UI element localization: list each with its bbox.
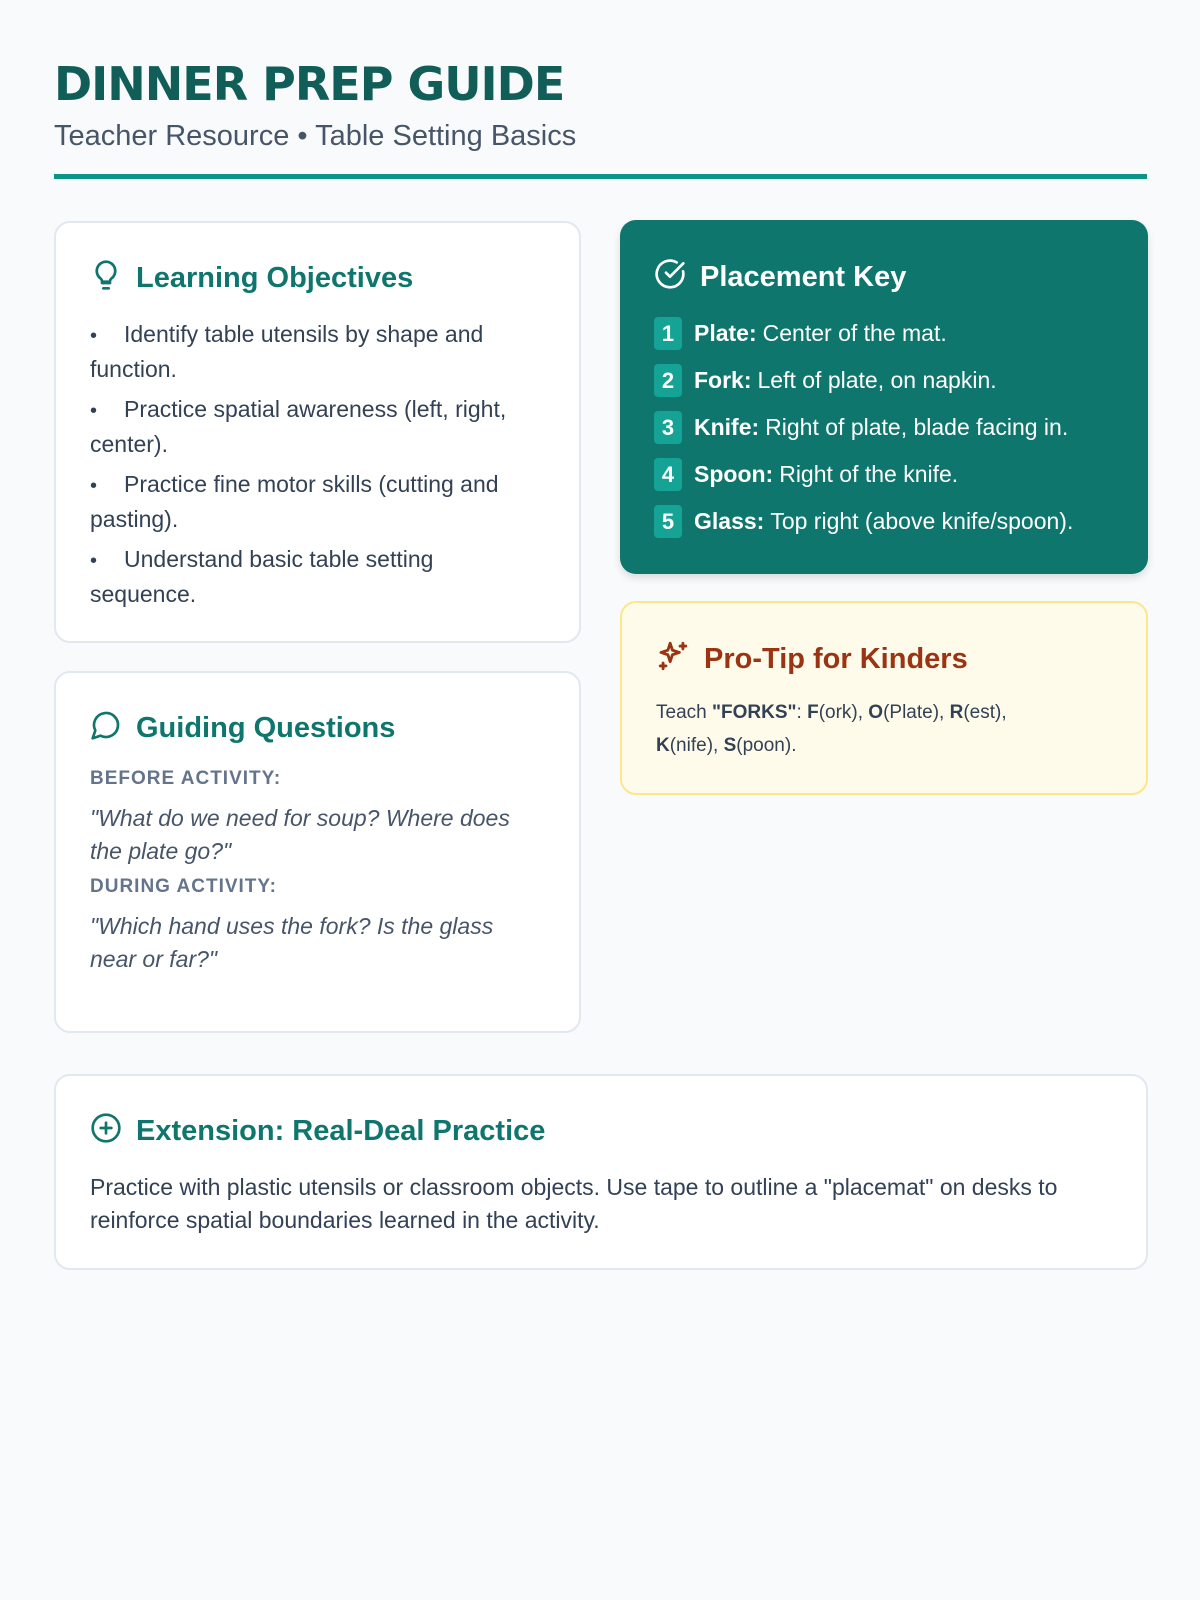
placement-step-fork (654, 364, 1114, 397)
list-item: • Practice spatial awareness (left, right, center). (90, 396, 507, 457)
step-label: Fork: (694, 367, 752, 393)
placement-step-spoon (654, 458, 1114, 491)
step-number-badge: 2 (654, 364, 682, 397)
placement-key-title: Placement Key (700, 260, 907, 293)
page-subtitle: Teacher Resource • Table Setting Basics (54, 120, 577, 152)
guiding-questions-header (90, 709, 545, 746)
chat-bubble-icon (90, 709, 122, 746)
placement-key-card (620, 220, 1148, 574)
plus-circle-icon (90, 1112, 122, 1149)
extension-header (90, 1112, 1112, 1149)
extension-title: Extension: Real-Deal Practice (136, 1114, 546, 1147)
step-label: Knife: (694, 414, 760, 440)
check-circle-icon (654, 258, 686, 295)
during-activity-question: "Which hand uses the fork? Is the glass near or far?" (90, 913, 494, 972)
step-label: Spoon: (694, 461, 774, 487)
list-item: • Identify table utensils by shape and function. (90, 321, 484, 382)
step-number-badge: 5 (654, 505, 682, 538)
header-divider (54, 174, 1147, 179)
learning-objectives-card (54, 221, 581, 643)
guiding-questions-card (54, 671, 581, 1033)
before-activity-label: BEFORE ACTIVITY: (90, 768, 282, 789)
bullet-icon: • (90, 400, 98, 422)
step-text: Right of the knife. (779, 461, 959, 487)
step-text: Top right (above knife/spoon). (770, 508, 1074, 534)
step-number-badge: 3 (654, 411, 682, 444)
objectives-list (90, 318, 545, 611)
bullet-icon: • (90, 550, 98, 572)
page-header (54, 56, 1147, 154)
page-title: DINNER PREP GUIDE (54, 57, 565, 111)
sparkles-icon (656, 639, 690, 678)
during-activity-label: DURING ACTIVITY: (90, 876, 277, 897)
step-text: Center of the mat. (762, 320, 947, 346)
step-text: Right of plate, blade facing in. (765, 414, 1069, 440)
placement-step-knife (654, 411, 1114, 444)
placement-steps-list (654, 317, 1114, 538)
step-label: Plate: (694, 320, 757, 346)
placement-step-glass (654, 505, 1114, 538)
pro-tip-header (656, 639, 1112, 678)
pro-tip-title: Pro-Tip for Kinders (704, 642, 968, 675)
bullet-icon: • (90, 475, 98, 497)
pro-tip-card (620, 601, 1148, 795)
list-item: • Understand basic table setting sequence. (90, 546, 434, 607)
extension-text: Practice with plastic utensils or classroom objects. Use tape to outline a "placemat" on desks to reinforce spatial boundaries learned in the activity. (90, 1174, 1058, 1233)
step-label: Glass: (694, 508, 765, 534)
bullet-icon: • (90, 325, 98, 347)
mnemonic-word: "FORKS" (711, 702, 797, 723)
step-number-badge: 4 (654, 458, 682, 491)
placement-step-plate (654, 317, 1114, 350)
lightbulb-icon (90, 259, 122, 296)
placement-key-header (654, 258, 1114, 295)
extension-card (54, 1074, 1148, 1270)
guiding-questions-title: Guiding Questions (136, 711, 396, 744)
step-text: Left of plate, on napkin. (757, 367, 997, 393)
pro-tip-text: Teach "FORKS": F(ork), O(Plate), R(est), K(nife), S(poon). (656, 702, 1007, 756)
list-item: • Practice fine motor skills (cutting and pasting). (90, 471, 499, 532)
before-activity-question: "What do we need for soup? Where does the plate go?" (90, 805, 510, 864)
learning-objectives-title: Learning Objectives (136, 261, 414, 294)
step-number-badge: 1 (654, 317, 682, 350)
learning-objectives-header (90, 259, 545, 296)
